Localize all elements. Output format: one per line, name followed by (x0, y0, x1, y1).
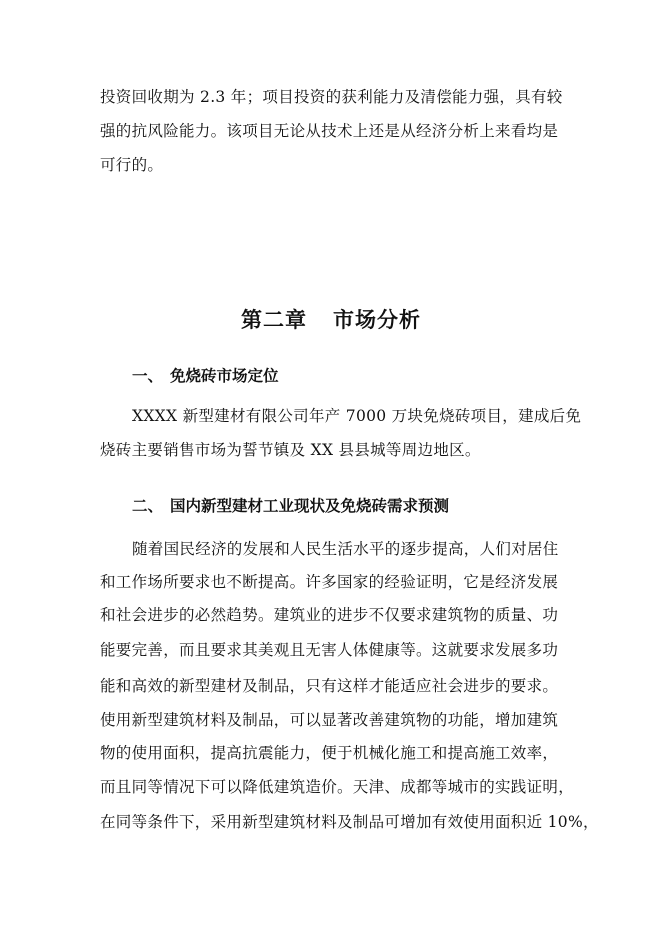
section-1-title: 免烧砖市场定位 (170, 366, 279, 385)
section-2-title: 国内新型建材工业现状及免烧砖需求预测 (170, 496, 450, 515)
section-1-number: 一、 (132, 366, 164, 385)
section-2-line-5: 能和高效的新型建材及制品，只有这样才能适应社会进步的要求。 (100, 677, 559, 695)
intro-line-3: 可行的。 (100, 156, 164, 174)
section-2-line-6: 使用新型建筑材料及制品，可以显著改善建筑物的功能，增加建筑 (100, 711, 559, 729)
section-2-line-4: 能要完善，而且要求其美观且无害人体健康等。这就要求发展多功 (100, 641, 559, 659)
section-2-line-8: 而且同等情况下可以降低建筑造价。天津、成都等城市的实践证明， (100, 778, 575, 796)
section-1-line-1: XXXX 新型建材有限公司年产 7000 万块免烧砖项目，建成后免 (132, 407, 582, 425)
intro-line-2: 强的抗风险能力。该项目无论从技术上还是从经济分析上来看均是 (100, 122, 559, 140)
section-2-line-1: 随着国民经济的发展和人民生活水平的逐步提高，人们对居住 (132, 540, 559, 558)
chapter-title: 市场分析 (333, 307, 421, 332)
section-2-number: 二、 (132, 496, 164, 515)
section-2-line-3: 和社会进步的必然趋势。建筑业的进步不仅要求建筑物的质量、功 (100, 606, 559, 624)
section-2-line-2: 和工作场所要求也不断提高。许多国家的经验证明，它是经济发展 (100, 573, 559, 591)
section-1-heading (132, 366, 279, 386)
section-2-line-7: 物的使用面积，提高抗震能力，便于机械化施工和提高施工效率， (100, 744, 559, 762)
intro-line-1: 投资回收期为 2.3 年；项目投资的获利能力及清偿能力强，具有较 (100, 88, 563, 106)
section-1-line-2: 烧砖主要销售市场为誓节镇及 XX 县县城等周边地区。 (100, 441, 481, 459)
section-2-line-9: 在同等条件下，采用新型建筑材料及制品可增加有效使用面积近 10%， (100, 813, 599, 831)
section-2-heading (132, 496, 449, 516)
chapter-heading (0, 306, 662, 334)
chapter-number: 第二章 (241, 307, 307, 332)
